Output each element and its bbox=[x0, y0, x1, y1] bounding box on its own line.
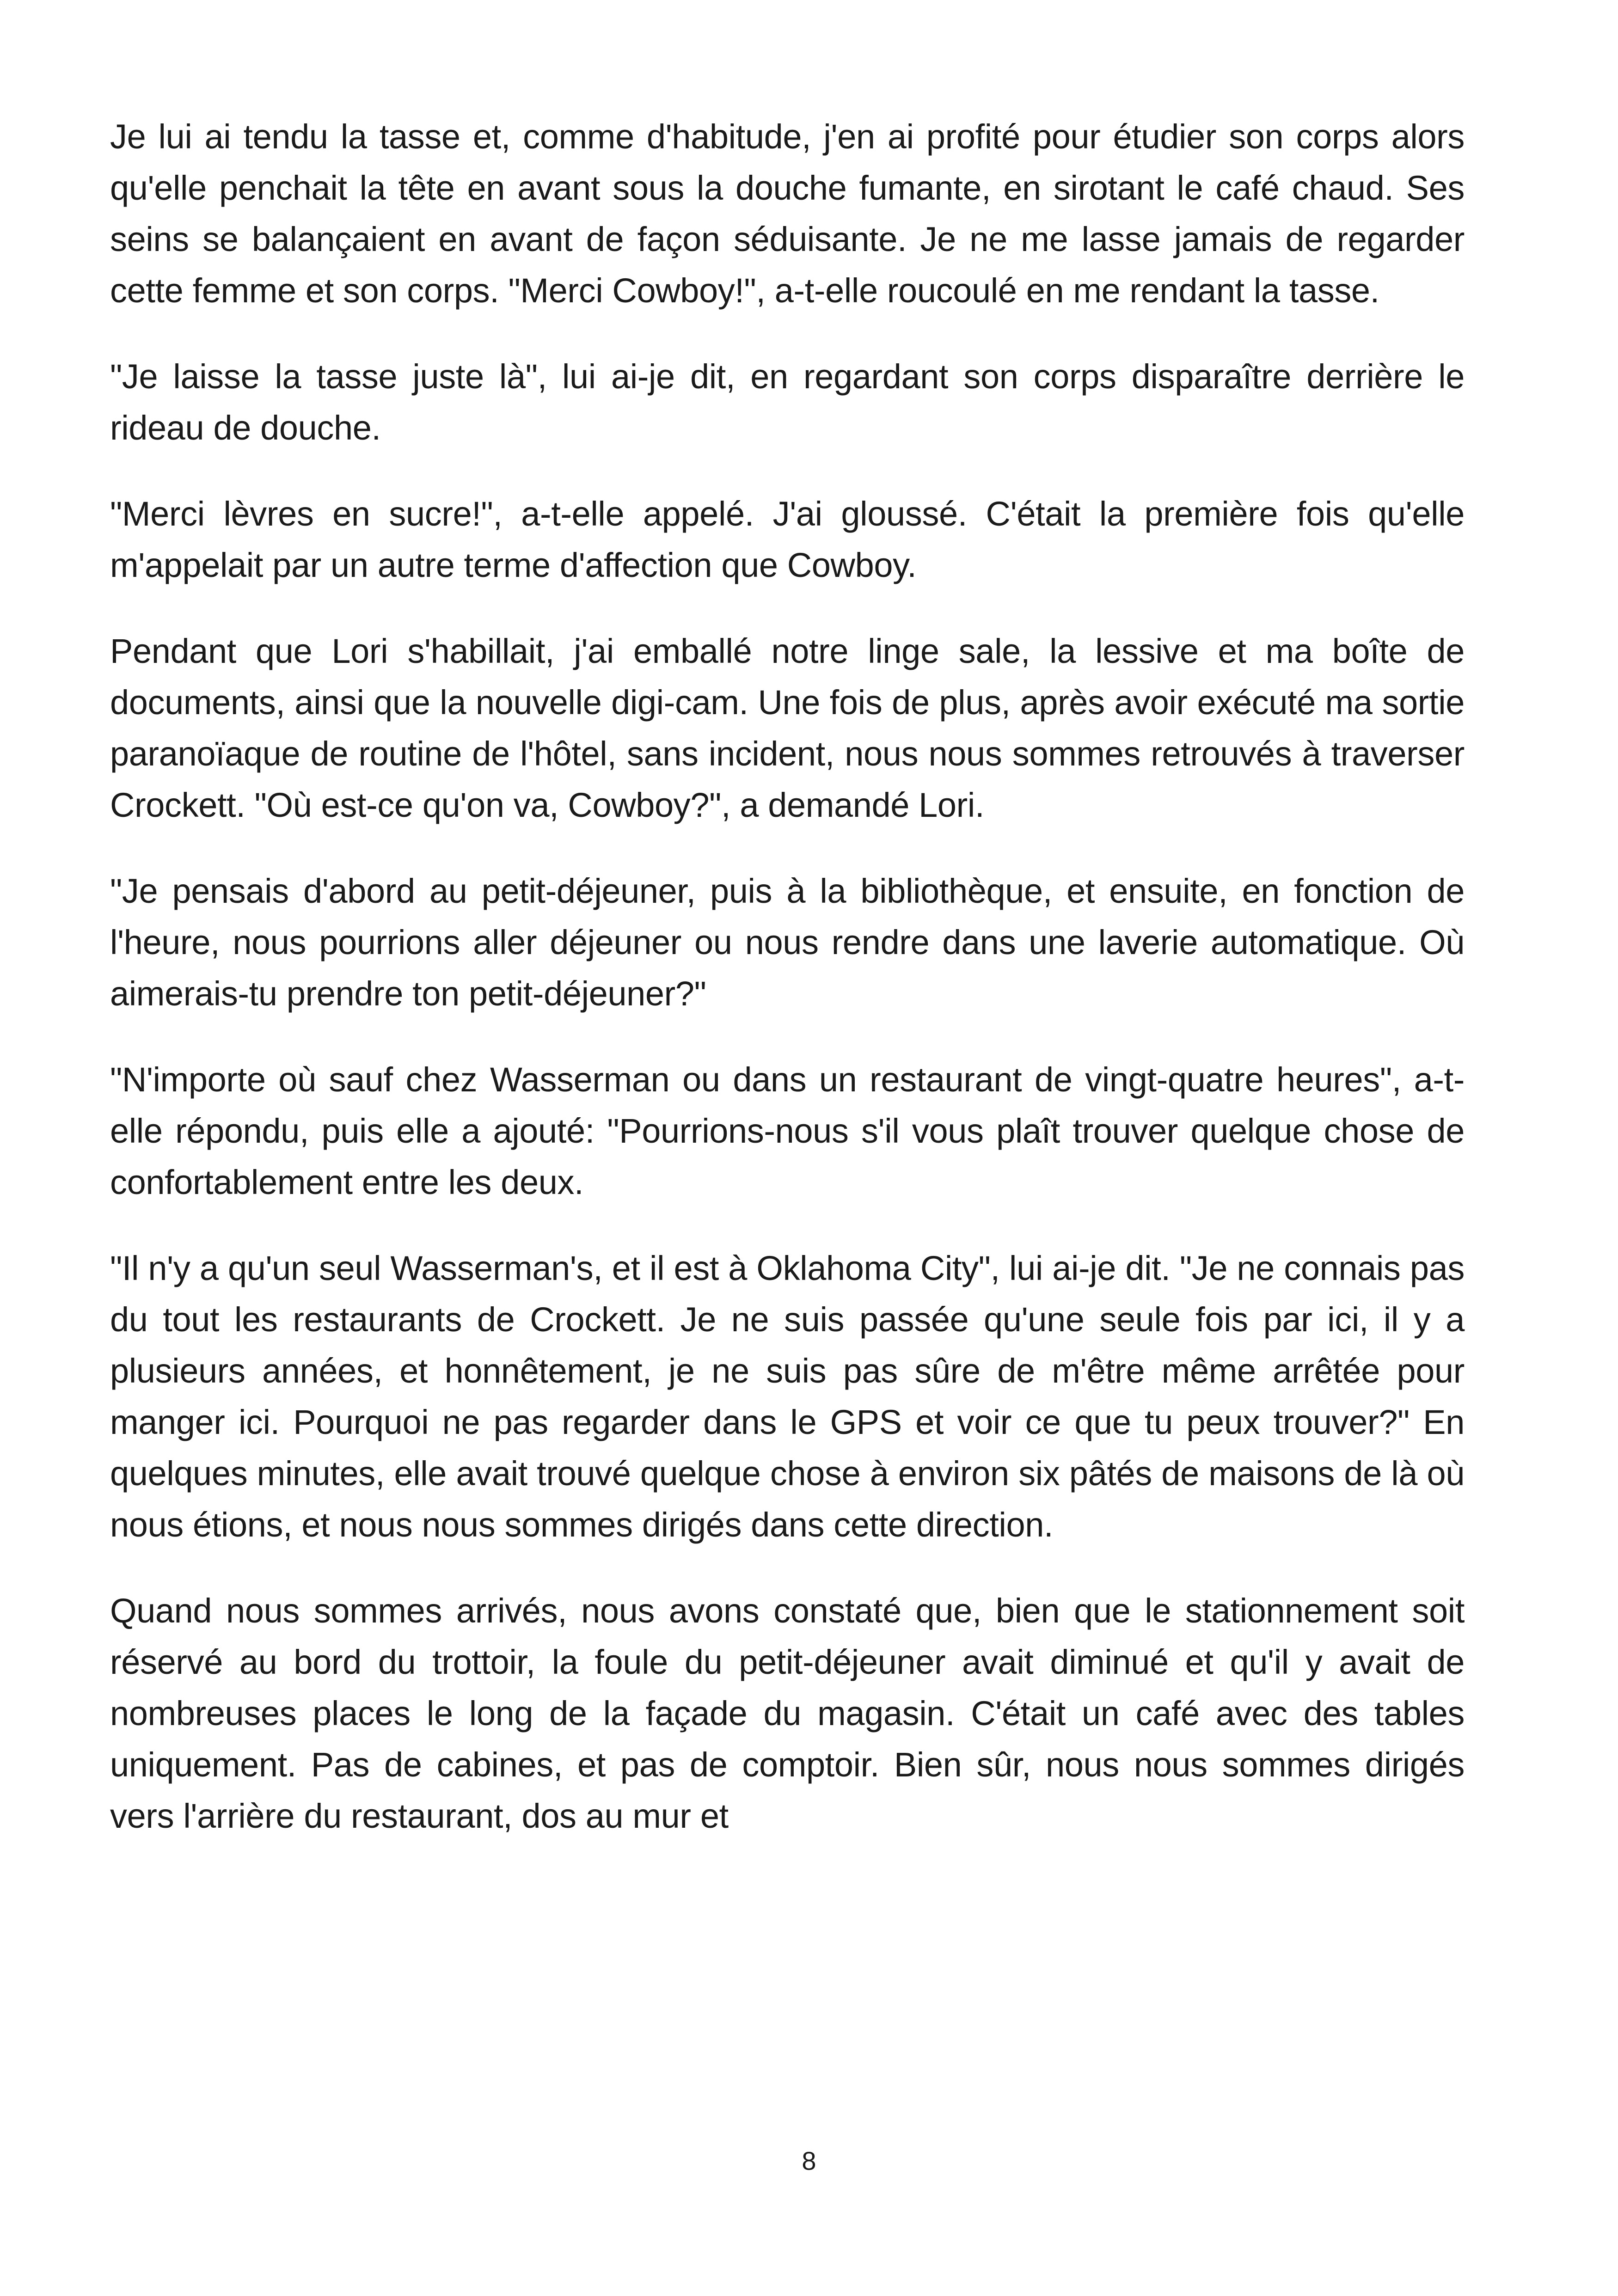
text-body bbox=[110, 111, 1465, 1842]
paragraph-1: Je lui ai tendu la tasse et, comme d'habitude, j'en ai profité pour étudier son corps alors qu'elle penchait la tête en avant sous la douche fumante, en sirotant le café chaud. Ses seins se balançaient en avant de façon séduisante. Je ne me lasse jamais de regarder cette femme et son corps. "Merci Cowboy!", a-t-elle roucoulé en me rendant la tasse. bbox=[110, 117, 1465, 310]
paragraph-5: "Je pensais d'abord au petit-déjeuner, puis à la bibliothèque, et ensuite, en fonction de l'heure, nous pourrions aller déjeuner ou nous rendre dans une laverie automatique. Où aimerais-tu prendre ton petit-déjeuner?" bbox=[110, 872, 1465, 1013]
paragraph-3: "Merci lèvres en sucre!", a-t-elle appelé. J'ai gloussé. C'était la première fois qu'elle m'appelait par un autre terme d'affection que Cowboy. bbox=[110, 495, 1465, 584]
page-number: 8 bbox=[802, 2146, 816, 2175]
paragraph-4: Pendant que Lori s'habillait, j'ai emballé notre linge sale, la lessive et ma boîte de documents, ainsi que la nouvelle digi-cam. Une fois de plus, après avoir exécuté ma sortie paranoïaque de routine de l'hôtel, sans incident, nous nous sommes retrouvés à traverser Crockett. "Où est-ce qu'on va, Cowboy?", a demandé Lori. bbox=[110, 632, 1465, 824]
paragraph-2: "Je laisse la tasse juste là", lui ai-je dit, en regardant son corps disparaître derrière le rideau de douche. bbox=[110, 357, 1465, 447]
paragraph-6: "N'importe où sauf chez Wasserman ou dans un restaurant de vingt-quatre heures", a-t-elle répondu, puis elle a ajouté: "Pourrions-nous s'il vous plaît trouver quelque chose de confortablement entre les deux. bbox=[110, 1060, 1465, 1201]
paragraph-7: "Il n'y a qu'un seul Wasserman's, et il est à Oklahoma City", lui ai-je dit. "Je ne connais pas du tout les restaurants de Crockett. Je ne suis passée qu'une seule fois par ici, il y a plusieurs années, et honnêtement, je ne suis pas sûre de m'être même arrêtée pour manger ici. Pourquoi ne pas regarder dans le GPS et voir ce que tu peux trouver?" En quelques minutes, elle avait trouvé quelque chose à environ six pâtés de maisons de là où nous étions, et nous nous sommes dirigés dans cette direction. bbox=[110, 1249, 1465, 1544]
paragraph-8: Quand nous sommes arrivés, nous avons constaté que, bien que le stationnement soit réservé au bord du trottoir, la foule du petit-déjeuner avait diminué et qu'il y avait de nombreuses places le long de la façade du magasin. C'était un café avec des tables uniquement. Pas de cabines, et pas de comptoir. Bien sûr, nous nous sommes dirigés vers l'arrière du restaurant, dos au mur et bbox=[110, 1592, 1465, 1835]
